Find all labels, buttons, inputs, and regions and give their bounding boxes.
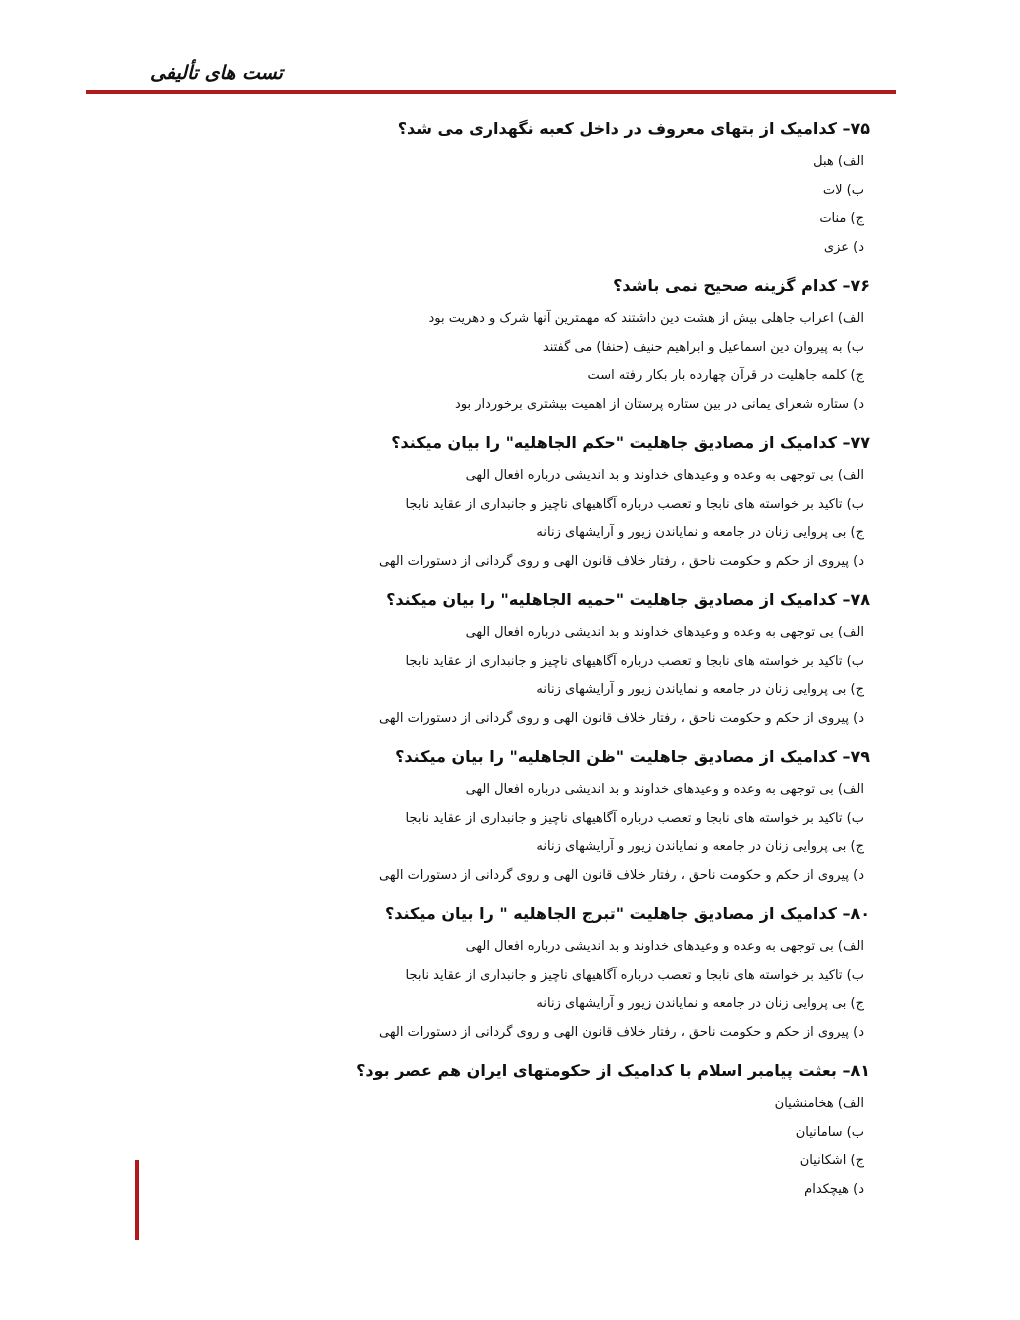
question-number: ۸۱: [850, 1061, 870, 1080]
options-list: [150, 462, 870, 576]
options-list: [150, 148, 870, 262]
question-title: [150, 114, 870, 148]
option-item: ج) منات: [819, 211, 864, 226]
header-divider: [86, 90, 896, 94]
question-title: [150, 585, 870, 619]
question-dash: –: [836, 590, 851, 609]
question-3: [150, 428, 870, 576]
question-title: [150, 271, 870, 305]
option-item: الف) بی توجهی به وعده و وعیدهای خداوند و بد اندیشی درباره افعال الهی: [465, 625, 864, 640]
option-item: الف) اعراب جاهلی بیش از هشت دین داشتند که مهمترین آنها شرک و دهریت بود: [428, 311, 864, 326]
option-item: ب) تاکید بر خواسته های نابجا و تعصب درباره آگاهیهای ناچیز و جانبداری از عقاید نابجا: [405, 496, 864, 512]
option-item: الف) هخامنشیان: [774, 1096, 864, 1111]
option-item: د) هیچکدام: [804, 1181, 864, 1197]
option-item: ب) تاکید بر خواسته های نابجا و تعصب درباره آگاهیهای ناچیز و جانبداری از عقاید نابجا: [405, 810, 864, 826]
option-item: ج) بی پروایی زنان در جامعه و نمایاندن زیور و آرایشهای زنانه: [536, 525, 864, 540]
option-item: الف) بی توجهی به وعده و وعیدهای خداوند و بد اندیشی درباره افعال الهی: [465, 468, 864, 483]
option-item: د) ستاره شعرای یمانی در بین ستاره پرستان از اهمیت بیشتری برخوردار بود: [454, 396, 864, 412]
option-item: د) پیروی از حکم و حکومت ناحق ، رفتار خلاف قانون الهی و روی گردانی از دستورات الهی: [379, 710, 864, 726]
questions-container: [150, 114, 870, 1204]
options-list: [150, 619, 870, 733]
option-item: ج) اشکانیان: [799, 1153, 864, 1168]
question-text: کدامیک از مصادیق جاهلیت "حکم الجاهلیه" را بیان میکند؟: [391, 433, 837, 452]
question-title: [150, 428, 870, 462]
question-text: بعثت پیامبر اسلام با کدامیک از حکومتهای ایران هم عصر بود؟: [356, 1061, 837, 1080]
question-text: کدامیک از مصادیق جاهلیت "ظن الجاهلیه" را بیان میکند؟: [395, 747, 837, 766]
option-item: الف) بی توجهی به وعده و وعیدهای خداوند و بد اندیشی درباره افعال الهی: [465, 782, 864, 797]
question-dash: –: [836, 276, 851, 295]
question-4: [150, 585, 870, 733]
question-number: ۷۸: [850, 590, 870, 609]
question-5: [150, 742, 870, 890]
option-item: ج) بی پروایی زنان در جامعه و نمایاندن زیور و آرایشهای زنانه: [536, 839, 864, 854]
option-item: د) پیروی از حکم و حکومت ناحق ، رفتار خلاف قانون الهی و روی گردانی از دستورات الهی: [379, 1024, 864, 1040]
option-item: ب) تاکید بر خواسته های نابجا و تعصب درباره آگاهیهای ناچیز و جانبداری از عقاید نابجا: [405, 967, 864, 983]
option-item: د) عزی: [823, 239, 864, 255]
options-list: [150, 776, 870, 890]
question-text: کدامیک از مصادیق جاهلیت "تبرج الجاهلیه " را بیان میکند؟: [384, 904, 837, 923]
question-dash: –: [836, 747, 851, 766]
question-title: [150, 899, 870, 933]
option-item: ب) سامانیان: [795, 1124, 864, 1140]
question-7: [150, 1056, 870, 1204]
question-number: ۸۰: [850, 904, 870, 923]
question-title: [150, 1056, 870, 1090]
option-item: ج) کلمه جاهلیت در قرآن چهارده بار بکار رفته است: [587, 368, 864, 383]
options-list: [150, 305, 870, 419]
question-number: ۷۷: [850, 433, 870, 452]
question-number: ۷۵: [850, 119, 870, 138]
options-list: [150, 933, 870, 1047]
question-dash: –: [836, 904, 851, 923]
question-number: ۷۶: [850, 276, 870, 295]
question-dash: –: [836, 433, 851, 452]
question-1: [150, 114, 870, 262]
option-item: ب) به پیروان دین اسماعیل و ابراهیم حنیف (حنفا) می گفتند: [542, 339, 864, 355]
question-dash: –: [836, 1061, 851, 1080]
question-text: کدامیک از مصادیق جاهلیت "حمیه الجاهلیه" را بیان میکند؟: [386, 590, 837, 609]
option-item: ج) بی پروایی زنان در جامعه و نمایاندن زیور و آرایشهای زنانه: [536, 682, 864, 697]
option-item: ب) لات: [822, 182, 864, 198]
question-2: [150, 271, 870, 419]
page-header-title: تست های تألیفی: [150, 62, 283, 84]
option-item: د) پیروی از حکم و حکومت ناحق ، رفتار خلاف قانون الهی و روی گردانی از دستورات الهی: [379, 867, 864, 883]
question-6: [150, 899, 870, 1047]
option-item: د) پیروی از حکم و حکومت ناحق ، رفتار خلاف قانون الهی و روی گردانی از دستورات الهی: [379, 553, 864, 569]
question-number: ۷۹: [850, 747, 870, 766]
option-item: ب) تاکید بر خواسته های نابجا و تعصب درباره آگاهیهای ناچیز و جانبداری از عقاید نابجا: [405, 653, 864, 669]
option-item: ج) بی پروایی زنان در جامعه و نمایاندن زیور و آرایشهای زنانه: [536, 996, 864, 1011]
option-item: الف) هبل: [813, 154, 864, 169]
question-text: کدام گزینه صحیح نمی باشد؟: [613, 276, 837, 295]
question-text: کدامیک از بتهای معروف در داخل کعبه نگهداری می شد؟: [397, 119, 837, 138]
options-list: [150, 1090, 870, 1204]
question-title: [150, 742, 870, 776]
option-item: الف) بی توجهی به وعده و وعیدهای خداوند و بد اندیشی درباره افعال الهی: [465, 939, 864, 954]
question-dash: –: [836, 119, 851, 138]
margin-accent-bar: [135, 1160, 139, 1240]
